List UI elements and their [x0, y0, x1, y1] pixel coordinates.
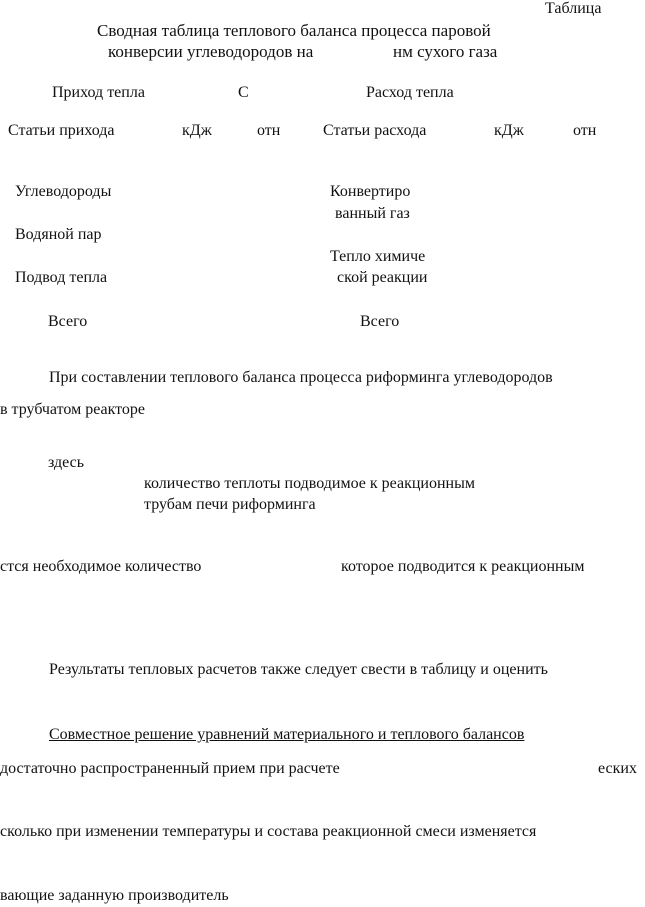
here-label: здесь: [48, 454, 85, 471]
table-title-line2-part2: нм сухого газа: [393, 42, 498, 61]
expense-row-converted-gas-line1: Конвертиро: [330, 183, 411, 200]
paragraph-7: вающие заданную производитель: [0, 887, 229, 904]
paragraph-3: Результаты тепловых расчетов также следует свести в таблицу и оценить: [49, 661, 548, 678]
paragraph-4-underlined: Совместное решение уравнений материального и теплового балансов: [49, 726, 525, 743]
paragraph-6: сколько при изменении температуры и состава реакционной смеси изменяется: [0, 823, 537, 840]
income-row-hydrocarbons: Углеводороды: [15, 183, 112, 200]
paragraph-1-line1: При составлении теплового баланса процесса риформинга углеводородов: [49, 369, 553, 386]
definition-line1: количество теплоты подводимое к реакционным: [144, 475, 475, 492]
expense-rel-column: отн: [573, 122, 597, 139]
paragraph-5-part1: достаточно распространенный прием при расчете: [0, 760, 340, 777]
expense-row-converted-gas-line2: ванный газ: [335, 205, 410, 222]
paragraph-2-part2: которое подводится к реакционным: [341, 558, 585, 575]
paragraph-1-line2: в трубчатом реакторе: [0, 401, 146, 418]
expense-kj-column: кДж: [494, 122, 524, 139]
income-total: Всего: [48, 313, 88, 330]
table-title-line2-part1: конверсии углеводородов на: [108, 42, 314, 61]
expense-total: Всего: [360, 313, 400, 330]
income-kj-column: кДж: [182, 122, 212, 139]
income-rel-column: отн: [257, 122, 281, 139]
expense-row-reaction-heat-line2: ской реакции: [337, 269, 428, 286]
temperature-unit: С: [238, 84, 249, 101]
expense-row-reaction-heat-line1: Тепло химиче: [330, 248, 426, 265]
paragraph-5-part2: еских: [598, 760, 637, 777]
paragraph-2-part1: стся необходимое количество: [0, 558, 202, 575]
table-label: Таблица: [545, 0, 602, 17]
definition-line2: трубам печи риформинга: [144, 496, 316, 513]
income-header: Приход тепла: [52, 84, 145, 101]
income-row-heat-supply: Подвод тепла: [15, 269, 108, 286]
expense-header: Расход тепла: [366, 84, 454, 101]
income-row-steam: Водяной пар: [15, 226, 102, 243]
table-title-line1: Сводная таблица теплового баланса процесса паровой: [97, 21, 491, 40]
expense-items-column: Статьи расхода: [323, 122, 427, 139]
income-items-column: Статьи прихода: [8, 122, 115, 139]
